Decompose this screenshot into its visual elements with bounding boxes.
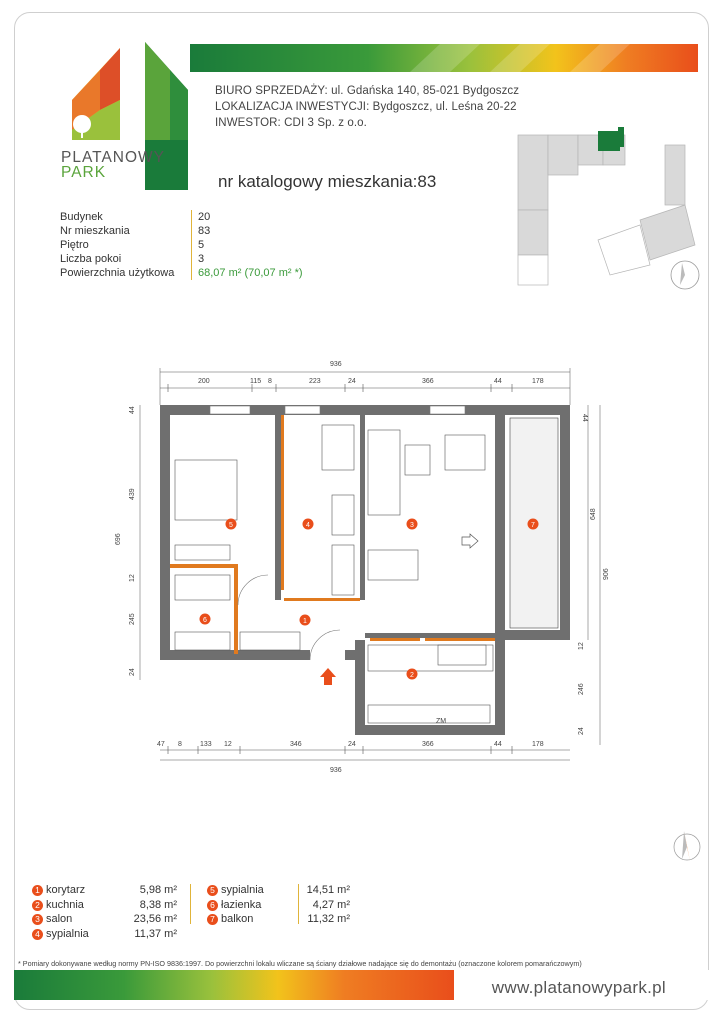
legend-area-6: 4,27 m² [312,899,350,911]
top-stripe [190,42,698,76]
legend-area-2: 8,38 m² [139,899,177,911]
location: LOKALIZACJA INWESTYCJI: Bydgoszcz, ul. Leśna 20-22 [215,101,517,113]
dim-right-low-3: 24 [578,727,585,735]
dim-bot-9: 178 [532,741,544,748]
brand-line2: PARK [61,164,107,181]
legend-item-6: 6 łazienka [207,899,261,911]
dim-top-8: 178 [532,378,544,385]
info-value-area: 68,07 m² (70,07 m² *) [198,267,303,279]
dim-top-total: 936 [330,361,342,368]
info-value-apartment: 83 [198,225,211,237]
dim-bot-3: 133 [200,741,212,748]
info-label-building: Budynek [60,211,103,223]
dim-bot-2: 8 [178,741,182,748]
legend-item-4: 4 sypialnia [32,928,89,940]
dim-top-5: 24 [348,378,356,385]
dim-top-7: 44 [494,378,502,385]
dim-left-6: 24 [129,668,136,676]
dim-top-1: 200 [198,378,210,385]
dim-left-3: 696 [115,533,122,545]
legend-area-4: 11,37 m² [134,928,177,940]
dim-bot-4: 12 [224,741,232,748]
dim-top-3: 8 [268,378,272,385]
dim-bot-1: 47 [157,741,165,748]
room-marker-4: 4 [306,522,310,529]
footnote: * Pomiary dokonywane według normy PN-ISO 9836:1997. Do powierzchni lokalu wliczane są ściany działowe nadające się do demontażu (oznaczone kolorem pomarańczowym) [18,959,582,968]
legend-item-1: 1 korytarz [32,884,85,896]
dim-top-2: 115 [250,378,262,385]
room-marker-1: 1 [303,618,307,625]
legend-item-7: 7 balkon [207,913,253,925]
room-marker-3: 3 [410,522,414,529]
room-marker-5: 5 [229,522,233,529]
sales-office: BIURO SPRZEDAŻY: ul. Gdańska 140, 85-021 Bydgoszcz [215,85,520,97]
site-map [490,125,710,300]
dim-left-5: 245 [129,613,136,625]
dim-right-outer: 906 [603,568,610,580]
investor: INWESTOR: CDI 3 Sp. z o.o. [215,117,367,129]
dim-right-low-1: 12 [578,642,585,650]
legend-item-2: 2 kuchnia [32,899,84,911]
dim-top-6: 366 [422,378,434,385]
legend-divider-1 [190,884,191,924]
legend-area-3: 23,56 m² [133,913,177,925]
dim-left-4: 12 [129,574,136,582]
room-marker-6: 6 [203,617,207,624]
dim-bot-6: 24 [348,741,356,748]
info-label-apartment: Nr mieszkania [60,225,130,237]
dim-left-1: 44 [129,406,136,414]
legend-area-5: 14,51 m² [306,884,350,896]
balcony-arrow-icon [462,534,478,548]
dim-top-4: 223 [309,378,321,385]
legend-item-3: 3 salon [32,913,72,925]
catalog-number: nr katalogowy mieszkania:83 [218,172,437,191]
dim-bot-total: 936 [330,767,342,774]
dim-bot-8: 44 [494,741,502,748]
compass-icon [672,825,702,865]
info-label-rooms: Liczba pokoi [60,253,122,265]
room-marker-7: 7 [531,522,535,529]
dim-right-top: 44 [581,414,588,422]
dim-left-2: 439 [129,488,136,500]
info-divider [191,210,192,280]
dim-right-mid: 648 [590,508,597,520]
legend-area-7: 11,32 m² [307,913,350,925]
dim-right-low-2: 246 [578,683,585,695]
entrance-arrow-icon [320,668,336,685]
info-value-rooms: 3 [198,253,205,265]
dim-bot-7: 366 [422,741,434,748]
info-label-floor: Piętro [60,239,89,251]
legend-area-1: 5,98 m² [139,884,177,896]
website-link[interactable]: www.platanowypark.pl [491,978,666,997]
room-marker-2: 2 [410,672,414,679]
zm-label: ZM [436,718,447,725]
legend-item-5: 5 sypialnia [207,884,264,896]
dim-bot-5: 346 [290,741,302,748]
floor-plan [100,350,630,780]
brand-line1: PLATANOWY [61,149,166,166]
info-label-area: Powierzchnia użytkowa [60,267,175,279]
info-value-building: 20 [198,211,211,223]
floor-plan-drawing [100,350,630,780]
info-value-floor: 5 [198,239,205,251]
